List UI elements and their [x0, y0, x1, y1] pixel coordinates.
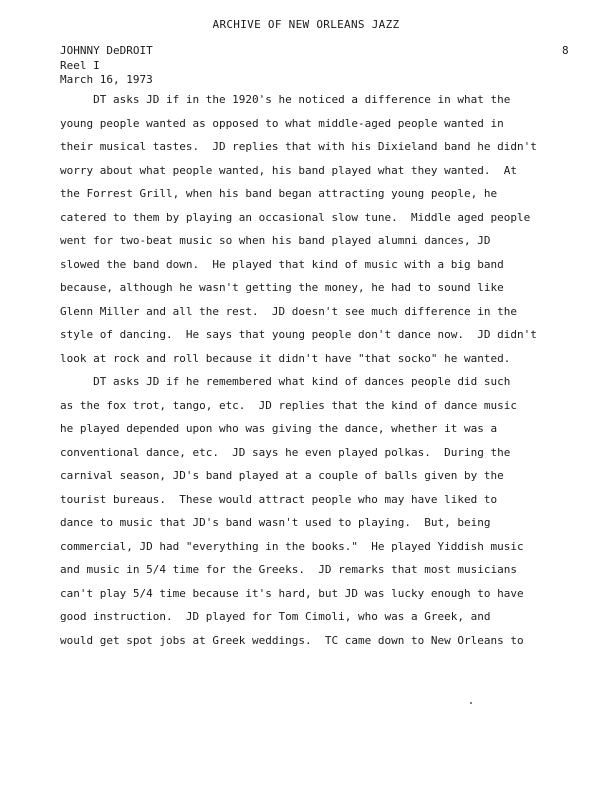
text-line: dance to music that JD's band wasn't used to playing. But, being — [60, 516, 491, 529]
interview-date: March 16, 1973 — [60, 73, 153, 86]
text-line: conventional dance, etc. JD says he even played polkas. During the — [60, 445, 511, 459]
text-line: DT asks JD if in the 1920's he noticed a difference in what the — [60, 93, 511, 106]
text-line: Glenn Miller and all the rest. JD doesn't see much difference in the — [60, 304, 517, 318]
text-line: carnival season, JD's band played at a couple of balls given by the — [60, 469, 504, 482]
text-line: commercial, JD had "everything in the books." He played Yiddish music — [60, 539, 524, 553]
text-line: young people wanted as opposed to what middle-aged people wanted in — [60, 116, 504, 130]
transcript-body — [60, 88, 600, 652]
text-line: as the fox trot, tango, etc. JD replies that the kind of dance music — [60, 398, 517, 412]
subject-name: JOHNNY DeDROIT — [60, 44, 153, 57]
text-line: went for two-beat music so when his band played alumni dances, JD — [60, 234, 491, 247]
text-line: can't play 5/4 time because it's hard, but JD was lucky enough to have — [60, 586, 524, 600]
interview-header — [60, 44, 153, 88]
text-line: because, although he wasn't getting the money, he had to sound like — [60, 281, 504, 294]
text-line: good instruction. JD played for Tom Cimoli, who was a Greek, and — [60, 610, 491, 623]
text-line: and music in 5/4 time for the Greeks. JD remarks that most musicians — [60, 563, 517, 576]
text-line: he played depended upon who was giving the dance, whether it was a — [60, 422, 498, 435]
text-line: would get spot jobs at Greek weddings. TC came down to New Orleans to — [60, 633, 524, 647]
scan-speck — [470, 702, 472, 704]
text-line: look at rock and roll because it didn't have "that socko" he wanted. — [60, 351, 511, 365]
text-line: style of dancing. He says that young people don't dance now. JD didn't — [60, 328, 537, 341]
text-line: worry about what people wanted, his band played what they wanted. At — [60, 163, 517, 177]
archive-title: ARCHIVE OF NEW ORLEANS JAZZ — [212, 18, 400, 31]
page-number: 8 — [562, 44, 569, 57]
text-line: their musical tastes. JD replies that with his Dixieland band he didn't — [60, 140, 537, 153]
text-line: DT asks JD if he remembered what kind of dances people did such — [60, 375, 511, 388]
text-line: slowed the band down. He played that kind of music with a big band — [60, 257, 504, 271]
text-line: catered to them by playing an occasional slow tune. Middle aged people — [60, 210, 531, 224]
text-line: tourist bureaus. These would attract people who may have liked to — [60, 492, 498, 506]
reel-label: Reel I — [60, 58, 100, 72]
text-line: the Forrest Grill, when his band began attracting young people, he — [60, 187, 498, 200]
